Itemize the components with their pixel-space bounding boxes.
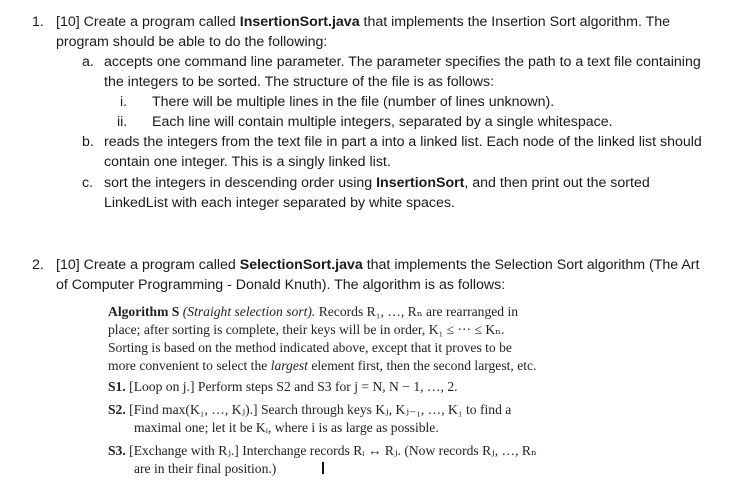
q1-c-text-rest: , and then print out the sorted [464, 175, 650, 191]
algo-line-4-text: more convenient to select the [108, 358, 271, 373]
q2-filename: SelectionSort.java [239, 257, 363, 273]
s3-label: S3. [108, 443, 126, 458]
algo-step-s3 [108, 441, 537, 460]
algo-largest: largest [270, 358, 308, 373]
algo-title: Algorithm S [108, 304, 180, 319]
q2-line-1 [56, 255, 699, 275]
q2-text-rest: that implements the Selection Sort algorithm (The Art [362, 257, 700, 273]
q1-b-label: b. [82, 134, 94, 150]
q1-ii-label: ii. [117, 114, 128, 130]
s2-label: S2. [108, 402, 126, 417]
algo-line-4-rest: element first, then the second largest, etc. [307, 358, 537, 373]
s2-text-cont: maximal one; let it be Kᵢ, where i is as large as possible. [134, 420, 439, 435]
algo-line-4 [108, 356, 536, 375]
q2-number: 2. [32, 257, 44, 273]
s1-label: S1. [108, 379, 126, 394]
q1-filename: InsertionSort.java [239, 14, 360, 30]
s3-text-cont: are in their final position.) [134, 461, 277, 476]
q2-text: [10] Create a program called [56, 257, 240, 273]
q1-i-text: There will be multiple lines in the file (number of lines unknown). [152, 94, 555, 110]
q1-a-line-1: accepts one command line parameter. The parameter specifies the path to a text file containing [104, 54, 701, 70]
algo-line-1 [108, 302, 518, 321]
q1-ii-text: Each line will contain multiple integers, separated by a single whitespace. [152, 114, 613, 130]
algo-line-2: place; after sorting is complete, their keys will be in order, K₁ ≤ ··· ≤ Kₙ. [108, 322, 505, 337]
q1-a-label: a. [82, 54, 94, 70]
q1-number: 1. [32, 14, 44, 30]
q1-b-line-2: contain one integer. This is a singly linked list. [104, 154, 391, 170]
q1-c-line-2: LinkedList with each integer separated by white spaces. [104, 195, 455, 211]
q1-text: [10] Create a program called [56, 14, 240, 30]
text-cursor [322, 462, 324, 474]
q1-line-1 [56, 12, 670, 32]
q1-a-line-2: the integers to be sorted. The structure of the file is as follows: [104, 74, 495, 90]
q1-line-2: program should be able to do the following: [56, 34, 328, 50]
s3-text: [Exchange with Rⱼ.] Interchange records Rᵢ ↔ Rⱼ. (Now records Rⱼ, …, Rₙ [129, 443, 537, 458]
algo-line-3: Sorting is based on the method indicated above, except that it proves to be [108, 340, 512, 355]
algo-step-s2 [108, 400, 511, 419]
algo-intro: Records R₁, …, Rₙ are rearranged in [318, 304, 519, 319]
q1-c-line-1 [104, 173, 650, 193]
q1-i-label: i. [120, 94, 128, 110]
algo-title-paren: (Straight selection sort). [182, 304, 316, 319]
q1-c-text: sort the integers in descending order using [104, 175, 377, 191]
algo-step-s1 [108, 377, 458, 396]
q1-b-line-1: reads the integers from the text file in part a into a linked list. Each node of the linked list should [104, 134, 702, 150]
q2-line-2: of Computer Programming - Donald Knuth). The algorithm is as follows: [56, 277, 506, 293]
q1-c-insertionsort: InsertionSort [376, 175, 465, 191]
q1-c-label: c. [82, 175, 94, 191]
s2-text: [Find max(K₁, …, Kⱼ).] Search through keys Kⱼ, Kⱼ₋₁, …, K₁ to find a [129, 402, 512, 417]
s1-text: [Loop on j.] Perform steps S2 and S3 for j = N, N − 1, …, 2. [129, 379, 458, 394]
q1-text-rest: that implements the Insertion Sort algorithm. The [359, 14, 671, 30]
